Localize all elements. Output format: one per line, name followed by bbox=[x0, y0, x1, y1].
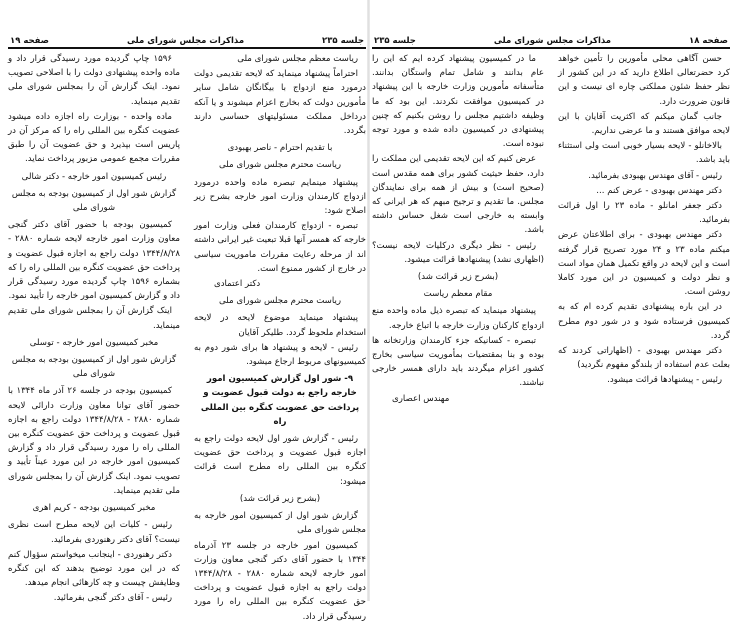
section-heading: با تقدیم احترام - ناصر بهبودی bbox=[227, 143, 333, 154]
signature-line: مهندس اعصاری bbox=[392, 393, 450, 404]
section-heading: (بشرح زیر قرائت شد) bbox=[239, 493, 321, 504]
paragraph: تبصره - ازدواج کارمندان فعلی وزارت امور خارجه که همسر آنها قبلا تبعیت غیر ایرانی داشته اند از مرحله رعایت مقررات ماموریت سیاسی در خارج از کشور ممنوع است. bbox=[194, 221, 366, 274]
paragraph: بالاخانلو - لایحه بسیار خوبی است ولی استثناء باید باشد. bbox=[558, 141, 730, 166]
page-number: صفحه ۱۹ bbox=[10, 36, 49, 46]
paragraph: عرض کنیم که این لایحه تقدیمی این مملکت را دارد، حفظ حیثیت کشور برای همه مقدس است (صحیح است) و بیش از همه برای نمایندگان مجلس. ما تقدیم و ترجیح مبهم که هر ایرانی که وابسته به خارجی است شغل حساس داشته باشد. bbox=[372, 154, 544, 236]
paragraph: رئیس - نظر دیگری درکلیات لایحه نیست؟ (اظهاری نشد) پیشنهادها قرائت میشود. bbox=[372, 240, 544, 265]
paragraph: دکتر مهندس بهبودی - (اظهاراتی کردند که بعلت عدم استفاده از بلندگو مفهوم نگردید) bbox=[558, 346, 730, 371]
paragraph: رئیس - لایحه و پیشنهاد ها برای شور دوم به کمیسیونهای مربوط ارجاع میشود. bbox=[194, 342, 366, 368]
session-number: جلسه ۲۳۵ bbox=[322, 36, 364, 46]
text-column bbox=[8, 52, 180, 604]
paragraph: ریاست معظم مجلس شورای ملی bbox=[237, 54, 358, 64]
paragraph: رئیس - آقای مهندس بهبودی بفرمائید. bbox=[588, 170, 722, 181]
text-column bbox=[194, 52, 366, 622]
paragraph: رئیس - گزارش شور اول لایحه دولت راجع به اجازه قبول عضویت و پرداخت حق عضویت کنگره بین المللی راه مطرح است قرائت میشود: bbox=[194, 434, 366, 487]
paragraph: احتراماً پیشنهاد مینماید که لایحه تقدیمی دولت درمورد منع ازدواج با بیگانگان شامل سایر مأمورین دولت که بخارج اعزام میشوند و یا آنکه درداخل مملکت مسئولیتهای حساسی دارند بگردد. bbox=[194, 69, 366, 137]
paragraph: جانب گمان میکنم که اکثریت آقایان با این لایحه موافق هستند و ما عرضی نداریم. bbox=[558, 111, 730, 137]
paragraph: حسن آگاهی محلی مأمورین را تأمین خواهد کرد حضرتعالی اطلاع دارید که در این کشور از نظر حفظ شئون مملکتی چاره ای نیست و این قانون ضرورت دارد. bbox=[558, 54, 730, 107]
session-number: جلسه ۲۳۵ bbox=[374, 36, 416, 46]
section-heading: ریاست محترم مجلس شورای ملی bbox=[219, 296, 341, 307]
page-number: صفحه ۱۸ bbox=[689, 36, 728, 46]
paragraph: ماده واحده - بوزارت راه اجازه داده میشود عضویت کنگره بین المللی راه را که مرکز آن در پاریس است بپذیرد و حق عضویت آن را طبق مقررات مجمع عمومی مزبور پرداخت نماید. bbox=[8, 111, 180, 165]
paragraph: ۱۵۹۶ چاپ گردیده مورد رسیدگی قرار داد و ماده واحده پیشنهادی دولت را با اصلاحی تصویب نمود. اینک گزارش آن را بمجلس شورای ملی تقدیم مینماید. bbox=[8, 54, 180, 107]
running-title: مذاکرات مجلس شورای ملی bbox=[493, 36, 612, 46]
paragraph: دکتر مهندس بهبودی - عرض کنم ... bbox=[596, 185, 722, 196]
section-heading: گزارش شور اول از کمیسیون بودجه به مجلس شورای ملی bbox=[11, 355, 177, 380]
right-page bbox=[372, 0, 730, 601]
signature-line: دکتر اعتمادی bbox=[214, 279, 261, 290]
section-heading: مخبر کمیسیون امور خارجه - توسلی bbox=[29, 337, 159, 348]
section-heading: گزارش شور اول از کمیسیون بودجه به مجلس شورای ملی bbox=[11, 188, 177, 214]
page-header bbox=[372, 32, 730, 49]
section-heading: (بشرح زیر قرائت شد) bbox=[417, 272, 499, 283]
text-column bbox=[558, 52, 730, 597]
paragraph: پیشنهاد مینماید که تبصره ذیل ماده واحده منع ازدواج کارکنان وزارت خارجه با اتباع خارجه. bbox=[372, 306, 544, 331]
running-title: مذاکرات مجلس شورای ملی bbox=[126, 36, 245, 46]
paragraph: دکتر مهندس بهبودی - برای اطلاعتان عرض میکنم ماده ۲۳ و ۲۴ مورد تصریح قرار گرفته است و این لایحه در واقع تکمیل همان مواد است و نظر دولت و کمیسیون در این مورد کاملا روشن است. bbox=[558, 230, 730, 298]
paragraph: رئیس - کلیات این لایحه مطرح است نظری نیست؟ آقای دکتر رهنوردی بفرمائید. bbox=[8, 520, 180, 545]
paragraph: گزارش شور اول از کمیسیون امور خارجه به مجلس شورای ملی bbox=[194, 511, 366, 536]
section-heading: مخبر کمیسیون بودجه - کریم اهری bbox=[32, 503, 156, 514]
text-column bbox=[372, 52, 544, 597]
paragraph: اینک گزارش آن را بمجلس شورای ملی تقدیم مینماید. bbox=[8, 306, 180, 331]
paragraph: کمیسیون بودجه با حضور آقای دکتر گنجی معاون وزارت امور خارجه لایحه شماره ۲۸۸۰ - ۱۳۴۴/۸/۲۸ دولت راجع به اجازه قبول عضویت و پرداخت حق عضویت کنگره بین المللی راه را که بشماره ۱۵۹۶ چاپ گردیده مورد رسیدگی قرار داد و گزارش کمیسیون امور خارجه را تأیید نمود. bbox=[8, 220, 180, 302]
section-heading: رئیس کمیسیون امور خارجه - دکتر شالی bbox=[21, 171, 167, 182]
paragraph: تبصره - کسانیکه جزء کارمندان وزارتخانه ها بوده و بنا بمقتضیات بمأموریت سیاسی بخارج کشور اعزام میگردند باید دارای همسر خارجی نباشند. bbox=[372, 335, 544, 389]
section-heading: ۹- شور اول گزارش کمیسیون امور خارجه راجع به دولت قبول عضویت و پرداخت حق عضویت کنگره بین المللی راه bbox=[200, 374, 360, 427]
paragraph: کمیسیون امور خارجه در جلسه ۲۳ آذرماه ۱۳۴۴ با حضور آقای دکتر گنجی معاون وزارت امور خارجه لایحه شماره ۲۸۸۰ - ۱۳۴۴/۸/۲۸ دولت راجع به اجازه قبول عضویت و پرداخت حق عضویت کنگره بین المللی راه را مورد رسیدگی قرار داد. bbox=[194, 540, 366, 622]
paragraph: کمیسیون بودجه در جلسه ۲۶ آذر ماه ۱۳۴۴ با حضور آقای توانا معاون وزارت دارائی لایحه شماره ۲۸۸۰ - ۱۳۴۴/۸/۲۸ دولت راجع به اجازه قبول عضویت و پرداخت حق عضویت کنگره بین المللی راه را مورد رسیدگی قرار داد و گزارش کمیسیون امور خارجه در این مورد عیناً تأیید و تصویب نمود. اینک گزارش آن را بمجلس شورای ملی تقدیم مینماید. bbox=[8, 386, 180, 496]
paragraph: پیشنهاد مینماید موضوع لایحه در لایحه استخدام ملحوظ گردد. طلیکر آقایان bbox=[194, 313, 366, 338]
paragraph: دکتر جعفر امانلو - ماده ۲۳ را اول قرائت بفرمائید. bbox=[558, 201, 730, 226]
paragraph: در این باره پیشنهادی تقدیم کرده ام که به کمیسیون فرستاده شود و در شور دوم مطرح گردد. bbox=[558, 302, 730, 341]
paragraph: رئیس - پیشنهادها قرائت میشود. bbox=[607, 375, 722, 386]
paragraph: دکتر رهنوردی - اینجانب میخواستم سؤوال کنم که در این مورد توضیح بدهند که این کنگره وظایفش چیست و چه کارهائی انجام میدهد. bbox=[8, 549, 180, 589]
paragraph: رئیس - آقای دکتر گنجی بفرمائید. bbox=[53, 593, 172, 604]
paragraph: پیشنهاد مینمایم تبصره ماده واحده درمورد ازدواج کارمندان وزارت امور خارجه بشرح زیر اصلاح شود: bbox=[194, 177, 366, 217]
paragraph: ما در کمیسیون پیشنهاد کرده ایم که این را عام بدانند و شامل تمام واستگان بدانند. متأسفانه مأمورین وزارت خارجه با این پیشنهاد در کمیسیون موافقت نکردند. این بود که ما وظیفه داشتیم مجلس را روشن بکنیم که چنین پیشنهادی در کمیسیون داده شده و مورد توجه نبوده است. bbox=[372, 54, 544, 150]
section-heading: مقام معظم ریاست bbox=[423, 289, 493, 300]
section-heading: ریاست محترم مجلس شورای ملی bbox=[219, 160, 341, 171]
page-header bbox=[8, 32, 366, 49]
left-page bbox=[8, 0, 366, 622]
page-gutter bbox=[367, 0, 370, 601]
